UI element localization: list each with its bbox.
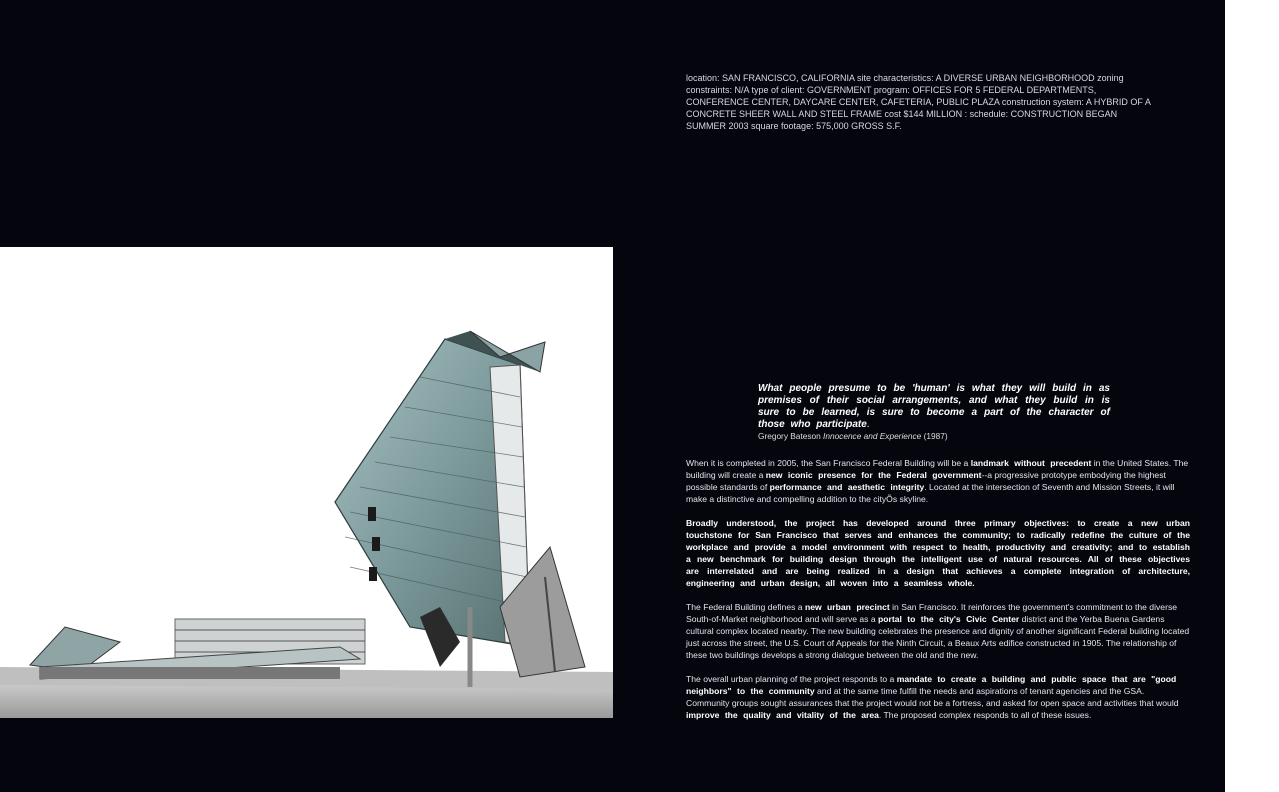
paragraph-text: The Federal Building defines a <box>686 602 805 612</box>
emphasis-text: Broadly understood, the project has developed around three primary objectives: to create a new urban touchstone for San Francisco that serves and enhances the community; to radically redefine the culture of the workplace and provide a model environment with respect to health, productivity and creativity; and to establish a new benchmark for building design through the intelligent use of natural resources. All of these objectives are interrelated and are being realized in a design that achieves a complete integration of architecture, engineering and urban design, all woven into a seamless whole. <box>686 518 1190 588</box>
quote-work: Innocence and Experience <box>823 431 922 441</box>
quote-year: (1987) <box>921 431 948 441</box>
quote-attribution <box>758 431 948 441</box>
quote-author: Gregory Bateson <box>758 431 824 441</box>
body-paragraph <box>686 673 1190 721</box>
epigraph-quote <box>758 383 1110 431</box>
emphasis-text: improve the quality and vitality of the area <box>686 710 879 720</box>
paragraph-text: and at the same time fulfill the needs and aspirations of tenant agencies and the GSA. Community groups sought assurances that the project would not be a fortress, and asked for open space and activities that would <box>686 686 1179 708</box>
paragraph-text: in San Francisco. It reinforces the government's commitment to the diverse South-of-Market neighborhood and will serve as a <box>686 602 1178 624</box>
paragraph-text: in the United States. The building will create a <box>686 458 1189 480</box>
project-specs: location: SAN FRANCISCO, CALIFORNIA site characteristics: A DIVERSE URBAN NEIGHBORHOOD zoning constraints: N/A type of client: GOVERNMENT program: OFFICES FOR 5 FEDERAL DEPARTMENTS, CONFERENCE CENTER, DAYCARE CENTER, CAFETERIA, PUBLIC PLAZA construction system: A HYBRID OF A CONCRETE SHEER WALL AND STEEL FRAME cost $144 MILLION : schedule: CONSTRUCTION BEGAN SUMMER 2003 square footage: 575,000 GROSS S.F. <box>686 73 1151 131</box>
paragraph-text: . Located at the intersection of Seventh and Mission Streets, it will make a distinctive and compelling addition to the cityÕs skyline. <box>686 482 1175 504</box>
emphasis-text: new urban precinct <box>804 602 890 612</box>
federal-building-illustration <box>0 247 613 718</box>
paragraph-text: The overall urban planning of the project responds to a <box>686 674 897 684</box>
body-paragraph <box>686 457 1190 505</box>
emphasis-text: portal to the city's Civic Center <box>878 614 1020 624</box>
emphasis-text: performance and aesthetic integrity <box>769 482 925 492</box>
emphasis-text: new iconic presence for the Federal government <box>765 470 982 480</box>
quote-text: What people presume to be 'human' is what they will build in as premises of their social arrangements, and what they build in is sure to be learned, is sure to become a part of the character of those who participate <box>758 383 1110 430</box>
emphasis-text: landmark without precedent <box>970 458 1092 468</box>
paragraph-text: --a progressive prototype embodying the highest possible standards of <box>686 470 1166 492</box>
emphasis-text: mandate to create a building and public space that are "good neighbors" to the community <box>686 674 1177 696</box>
body-paragraph <box>686 517 1190 589</box>
paragraph-text: When it is completed in 2005, the San Francisco Federal Building will be a <box>686 458 971 468</box>
body-text <box>686 457 1190 733</box>
paragraph-text: district and the Yerba Buena Gardens cultural complex located nearby. The new building celebrates the presence and dignity of another significant Federal building located just across the street, the U.S. Court of Appeals for the Ninth Circuit, a Beaux Arts edifice constructed in 1905. The relationship of these two buildings develops a strong dialogue between the old and the new. <box>686 614 1190 660</box>
quote-end: . <box>866 419 870 430</box>
body-paragraph <box>686 601 1190 661</box>
building-rendering <box>0 247 613 718</box>
paragraph-text: . The proposed complex responds to all of these issues. <box>878 710 1092 720</box>
